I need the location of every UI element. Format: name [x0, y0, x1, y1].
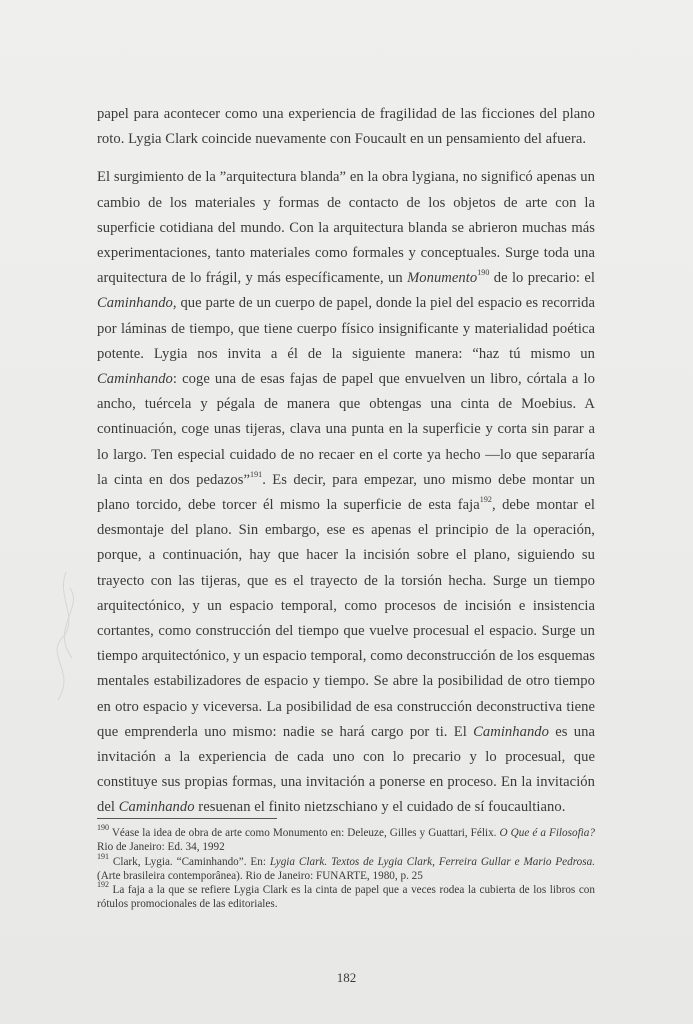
italic-title: Caminhando: [473, 723, 549, 740]
text-run: , que parte de un cuerpo de papel, donde la piel del espacio es recorrida por láminas de tiempo, que tiene cuerpo físico insignificante y materialidad poética potente. Lygia nos invita a él de la siguiente manera: “haz tú mismo un: [97, 295, 595, 362]
text-run: : coge una de esas fajas de papel que envuelven un libro, córtala a lo ancho, tuércela y pégala de manera que obtengas una cinta de Moebius. A continuación, coge unas tijeras, clava una punta en la superficie y corta sin parar a lo largo. Ten especial cuidado de no recaer en el corte ya hecho —lo que separaría la cinta en dos pedazos”: [97, 371, 595, 488]
footnote-ref: 191: [250, 469, 263, 479]
italic-title: Monumento: [407, 270, 478, 287]
footnote-ref: 192: [479, 495, 492, 505]
footnote: [97, 851, 595, 884]
text-run: , debe montar el desmontaje del plano. Sin embargo, ese es apenas el principio de la operación, porque, a continuación, hay que hacer la incisión sobre el plano, siguiendo su trayecto con las tijeras, que es el trayecto de la torsión hecha. Surge un tiempo arquitectónico, y un espacio temporal, como procesos de incisión e insistencia cortantes, como construcción del tiempo que vuelve procesual el espacio. Surge un tiempo arquitectónico, y un espacio temporal, como deconstrucción de los esquemas mentales estabilizadores de espacio y tiempo. Se abre la posibilidad de otro tiempo en otro espacio y viceversa. La posibilidad de esa construcción deconstructiva tiene que emprenderla uno mismo: nadie se hará cargo por ti. El: [97, 497, 596, 740]
footnote-ref: 190: [97, 823, 109, 833]
text-run: (Arte brasileira contemporânea). Rio de Janeiro: FUNARTE, 1980, p. 25: [97, 869, 423, 882]
italic-title: Lygia Clark. Textos de Lygia Clark, Ferreira Gullar e Mario Pedrosa.: [269, 855, 595, 868]
text-run: resuenan el finito nietzschiano y el cuidado de sí foucaultiano.: [194, 799, 566, 816]
text-run: La faja a la que se refiere Lygia Clark es la cinta de papel que a veces rodea la cubierta de los libros con rótulos promocionales de las editoriales.: [97, 884, 595, 911]
text-run: de lo precario: el: [489, 270, 596, 287]
footnote: [97, 880, 595, 912]
footnote-separator: [97, 818, 277, 819]
italic-title: Caminhando: [97, 371, 173, 388]
footnote-ref: 192: [97, 880, 109, 890]
text-run: Clark, Lygia. “Caminhando”. En:: [109, 855, 270, 868]
text-run: Rio de Janeiro: Ed. 34, 1992: [97, 841, 225, 854]
text-run: El surgimiento de la ”arquitectura blanda” en la obra lygiana, no significó apenas un cambio de los materiales y formas de contacto de los objetos de arte con la superficie cotidiana del mundo. Con la arquitectura blanda se abrieron muchas más experimentaciones, tanto materiales como formales y conceptuales. Surge toda una arquitectura de lo frágil, y más específicamente, un: [97, 169, 595, 287]
paragraph: [97, 165, 595, 820]
text-run: Véase la idea de obra de arte como Monumento en: Deleuze, Gilles y Guattari, Félix.: [109, 827, 500, 839]
italic-title: Caminhando: [97, 295, 173, 312]
footnote-ref: 191: [97, 851, 109, 861]
pencil-scribble-mark: [36, 568, 96, 708]
text-run: . Es decir, para empezar, uno mismo debe montar un plano torcido, debe torcer él mismo la superficie de esta faja: [97, 471, 595, 514]
footnote-ref: 190: [477, 268, 490, 278]
italic-title: Caminhando: [118, 799, 195, 816]
italic-title: O Que é a Filosofia?: [499, 827, 595, 839]
page-number: 182: [336, 970, 357, 985]
footnote: [97, 823, 595, 855]
text-run: papel para acontecer como una experiencia de fragilidad de las ficciones del plano roto. Lygia Clark coincide nuevamente con Foucault en un pensamiento del afuera.: [97, 106, 595, 148]
paragraph: [97, 102, 595, 152]
footnotes: [97, 823, 595, 912]
text-run: es una invitación a la experiencia de cada uno con lo precario y lo procesual, que constituye sus propias formas, una invitación a ponerse en proceso. En la invitación del: [97, 723, 595, 816]
body-text: [97, 102, 595, 821]
